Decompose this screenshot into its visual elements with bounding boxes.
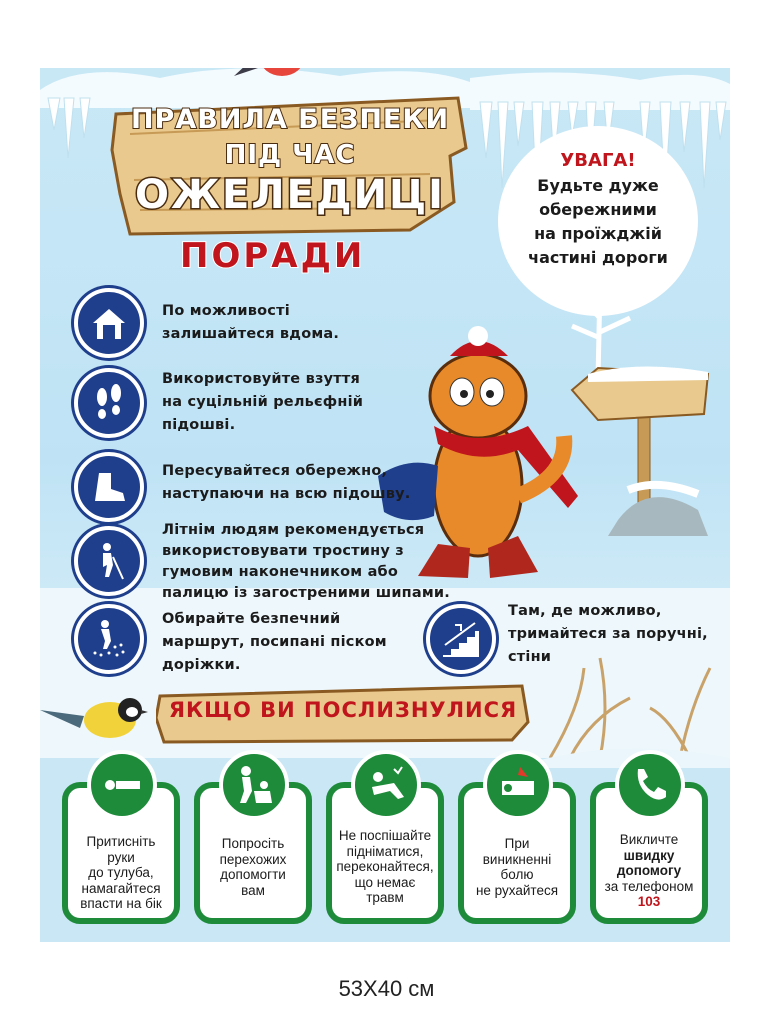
- card-5-bold1: швидку: [623, 847, 675, 863]
- card-1-line4: намагайтеся: [81, 880, 161, 896]
- card-5-number: 103: [637, 894, 661, 909]
- sanded-path-icon: [89, 619, 129, 659]
- tip-5-line2: маршрут, посипані піском: [162, 634, 387, 650]
- card-1-text: [72, 834, 170, 912]
- card-4-line1: При: [504, 836, 530, 851]
- tip-2-line1: Використовуйте взуття: [162, 371, 360, 387]
- card-1-line2: руки: [107, 849, 135, 865]
- card-3-line1: Не поспішайте: [338, 828, 432, 843]
- advice-heading: ПОРАДИ: [180, 236, 366, 276]
- tip-1-icon-circle: [74, 288, 144, 358]
- card-2-line2: перехожих: [219, 851, 287, 867]
- card-4-text: [468, 836, 566, 898]
- card-3-line3: переконайтеся,: [336, 859, 434, 874]
- card-3-icon-circle: [351, 750, 421, 820]
- house-icon: [89, 303, 129, 343]
- tip-5-icon-circle: [74, 604, 144, 674]
- tip-6-line3: стіни: [508, 649, 552, 665]
- tip-6-line2: тримайтеся за поручні,: [508, 626, 708, 642]
- tip-4-line3: гумовим наконечником або: [162, 564, 399, 580]
- tip-2-text: [162, 368, 363, 437]
- slip-heading: ЯКЩО ВИ ПОСЛИЗНУЛИСЯ: [168, 698, 518, 722]
- card-5-line1: Викличте: [619, 832, 679, 847]
- tip-1-line2: залишайтеся вдома.: [162, 326, 340, 342]
- walking-cane-icon: [89, 541, 129, 581]
- pain-icon: [496, 763, 540, 807]
- poster: [40, 68, 730, 942]
- tip-3-line1: Пересувайтеся обережно,: [162, 463, 388, 479]
- warning-line3: на проїжджій: [534, 224, 662, 243]
- card-1-line3: до тулуба,: [88, 865, 154, 880]
- card-4-line2: виникненні: [482, 851, 552, 867]
- tip-4-text: [162, 520, 450, 604]
- card-5-after: за телефоном: [604, 878, 694, 894]
- phone-icon: [628, 763, 672, 807]
- card-5-bold2: допомогу: [616, 863, 682, 878]
- tip-5-line1: Обирайте безпечний: [162, 611, 341, 627]
- stairs-handrail-icon: [441, 619, 481, 659]
- tip-1-line1: По можливості: [162, 303, 290, 319]
- tip-5-text: [162, 608, 387, 677]
- card-1-line1: Притисніть: [86, 834, 156, 849]
- tip-3-icon-circle: [74, 452, 144, 522]
- tip-2-icon-circle: [74, 368, 144, 438]
- warning-line4: частині дороги: [528, 248, 668, 267]
- card-3-text: [336, 828, 434, 906]
- card-3-line2: підніматися,: [346, 843, 424, 859]
- signpost-illustration: [568, 360, 728, 540]
- card-4-line4: не рухайтеся: [475, 882, 559, 898]
- tip-4-line2: використовувати тростину з: [162, 543, 404, 559]
- card-2-icon-circle: [219, 750, 289, 820]
- injured-person-icon: [364, 763, 408, 807]
- tip-5-line3: доріжки.: [162, 657, 241, 673]
- tip-2-line3: підошві.: [162, 417, 236, 433]
- footprints-icon: [89, 383, 129, 423]
- tip-4-icon-circle: [74, 526, 144, 596]
- tip-3-line2: наступаючи на всю підошву.: [162, 486, 411, 502]
- card-2-line4: вам: [241, 882, 265, 898]
- titmouse-bird-illustration: [40, 688, 150, 748]
- card-1-icon-circle: [87, 750, 157, 820]
- poster-size-label: 53Х40 см: [338, 976, 435, 1001]
- tip-6-icon-circle: [426, 604, 496, 674]
- card-2-line3: допомогти: [220, 867, 286, 882]
- card-2-text: [204, 836, 302, 898]
- card-3-line4: що немає: [354, 874, 416, 890]
- tip-1-text: [162, 300, 339, 346]
- warning-line2: обережними: [539, 200, 657, 219]
- boot-icon: [89, 467, 129, 507]
- sign-title-line1: ПРАВИЛА БЕЗПЕКИ: [130, 104, 450, 135]
- card-1-line5: впасти на бік: [80, 896, 162, 911]
- fallen-person-icon: [100, 763, 144, 807]
- card-5-icon-circle: [615, 750, 685, 820]
- tip-4-line4: палицю із загостреними шипами.: [162, 585, 450, 601]
- tip-4-line1: Літнім людям рекомендується: [162, 522, 425, 538]
- card-4-icon-circle: [483, 750, 553, 820]
- sign-title-line3: ОЖЕЛЕДИЦІ: [135, 172, 445, 218]
- sign-title-line2: ПІД ЧАС: [224, 140, 356, 170]
- card-4-line3: болю: [500, 867, 534, 882]
- tip-3-text: [162, 460, 410, 506]
- frozen-grass-illustration: [540, 648, 730, 768]
- warning-line1: Будьте дуже: [537, 176, 659, 195]
- warning-title: УВАГА!: [560, 150, 636, 171]
- bullfinch-bird-illustration: [230, 68, 320, 88]
- card-2-line1: Попросіть: [221, 836, 285, 851]
- tip-6-line1: Там, де можливо,: [508, 603, 662, 619]
- helping-person-icon: [232, 763, 276, 807]
- tip-2-line2: на суцільній рельєфній: [162, 394, 364, 410]
- card-5-text: [600, 832, 698, 910]
- card-3-line5: травм: [366, 890, 404, 905]
